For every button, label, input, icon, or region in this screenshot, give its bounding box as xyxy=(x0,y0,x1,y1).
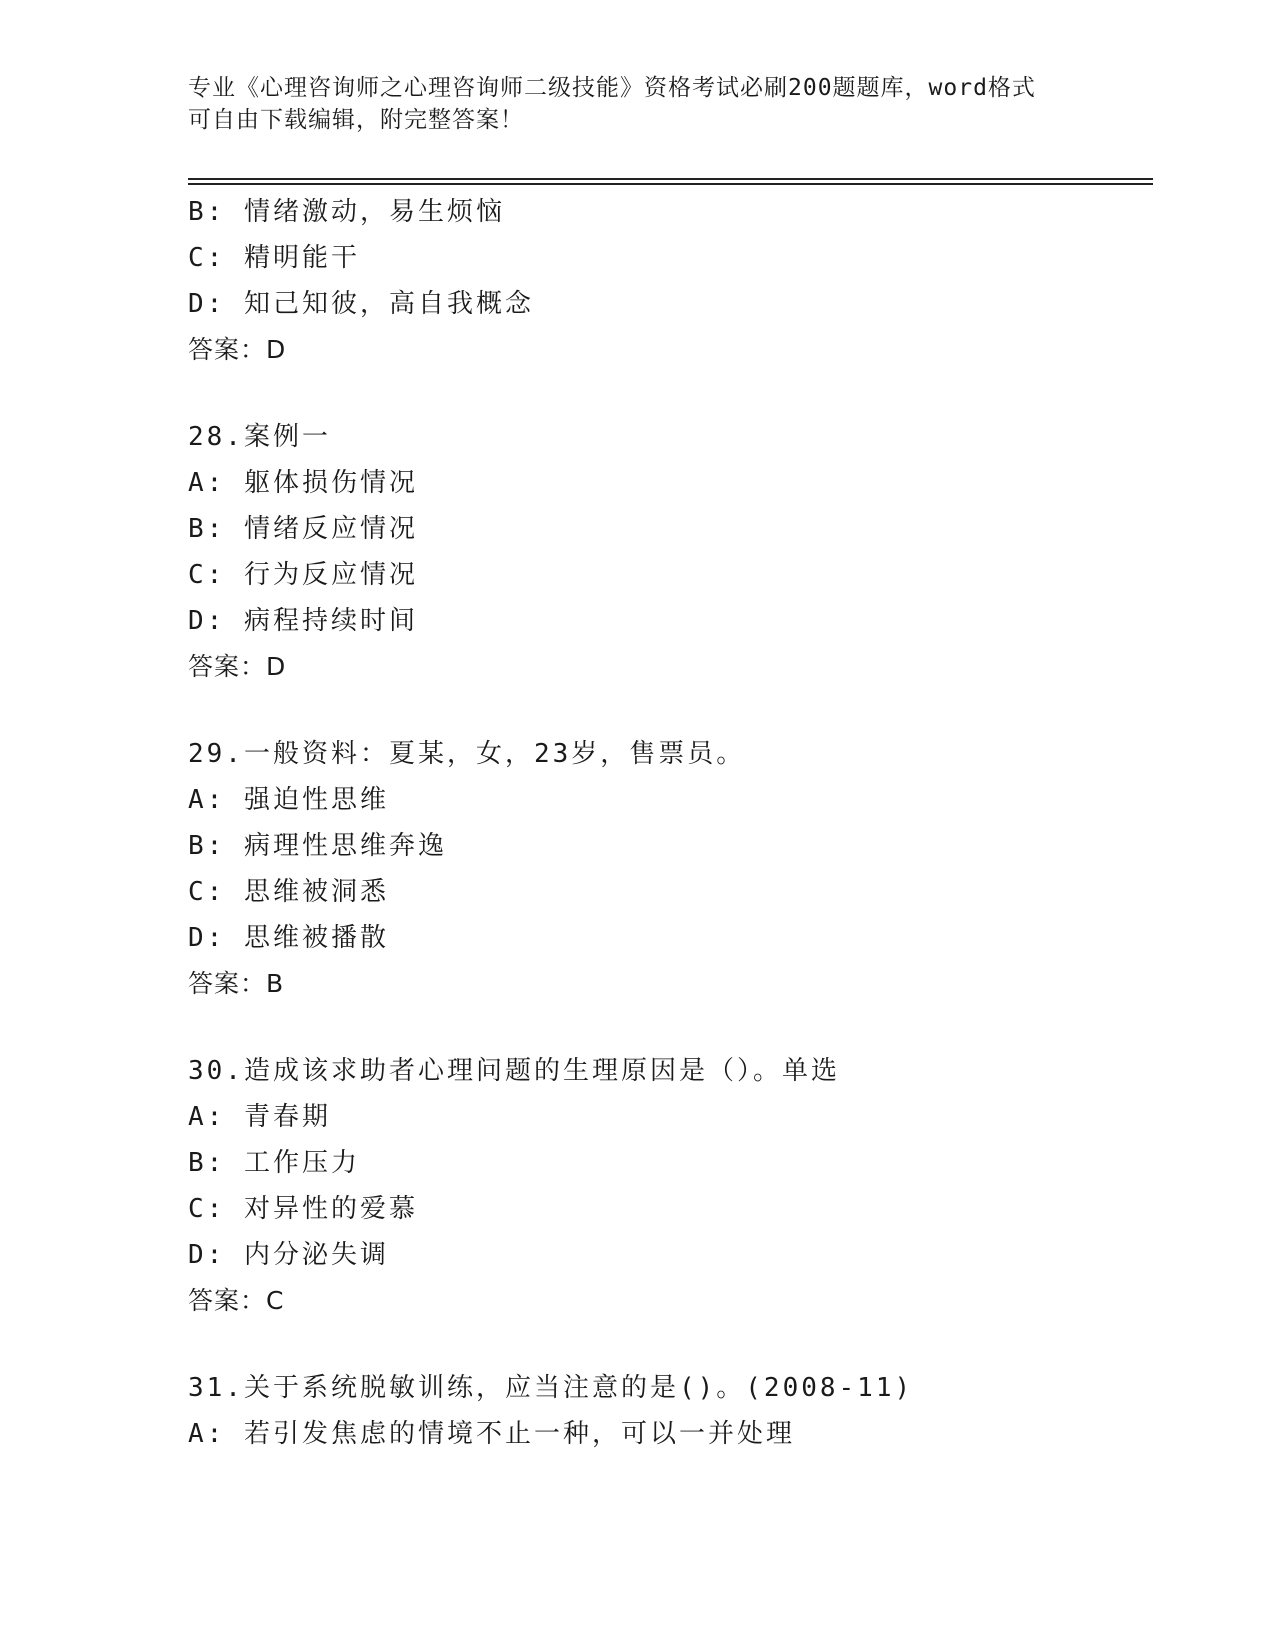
option-b: B: 情绪激动，易生烦恼 xyxy=(188,197,505,227)
option-c: C: 对异性的爱慕 xyxy=(188,1194,418,1224)
header-line-1: 专业《心理咨询师之心理咨询师二级技能》资格考试必刷200题题库，word格式 xyxy=(188,75,1036,101)
question-block xyxy=(188,1365,1148,1457)
header-divider-bottom xyxy=(188,183,1153,185)
question-title: 29.一般资料：夏某，女，23岁，售票员。 xyxy=(188,739,746,769)
header-divider-top xyxy=(188,178,1153,180)
option-b: B: 工作压力 xyxy=(188,1148,360,1178)
option-a: A: 青春期 xyxy=(188,1102,331,1132)
option-a: A: 若引发焦虑的情境不止一种，可以一并处理 xyxy=(188,1419,795,1449)
question-block xyxy=(188,189,1148,373)
question-spacer xyxy=(188,373,1148,414)
question-title: 31.关于系统脱敏训练，应当注意的是()。(2008-11) xyxy=(188,1373,914,1403)
option-b: B: 情绪反应情况 xyxy=(188,514,418,544)
option-c: C: 思维被洞悉 xyxy=(188,877,389,907)
question-block xyxy=(188,731,1148,1007)
question-block xyxy=(188,414,1148,690)
question-title: 28.案例一 xyxy=(188,422,331,452)
answer-text: 答案：D xyxy=(188,335,287,364)
header-line-2: 可自由下载编辑，附完整答案！ xyxy=(188,107,524,133)
option-a: A: 强迫性思维 xyxy=(188,785,389,815)
option-d: D: 思维被播散 xyxy=(188,923,389,953)
option-c: C: 精明能干 xyxy=(188,243,360,273)
option-b: B: 病理性思维奔逸 xyxy=(188,831,447,861)
question-block xyxy=(188,1048,1148,1324)
option-d: D: 病程持续时间 xyxy=(188,606,418,636)
answer-text: 答案：B xyxy=(188,969,285,998)
option-d: D: 内分泌失调 xyxy=(188,1240,389,1270)
answer-text: 答案：C xyxy=(188,1286,285,1315)
question-spacer xyxy=(188,690,1148,731)
option-c: C: 行为反应情况 xyxy=(188,560,418,590)
question-spacer xyxy=(188,1007,1148,1048)
answer-text: 答案：D xyxy=(188,652,287,681)
question-title: 30.造成该求助者心理问题的生理原因是（）。单选 xyxy=(188,1056,840,1086)
option-a: A: 躯体损伤情况 xyxy=(188,468,418,498)
document-header xyxy=(188,72,1088,136)
question-list xyxy=(188,189,1148,1457)
question-spacer xyxy=(188,1324,1148,1365)
option-d: D: 知己知彼，高自我概念 xyxy=(188,289,534,319)
